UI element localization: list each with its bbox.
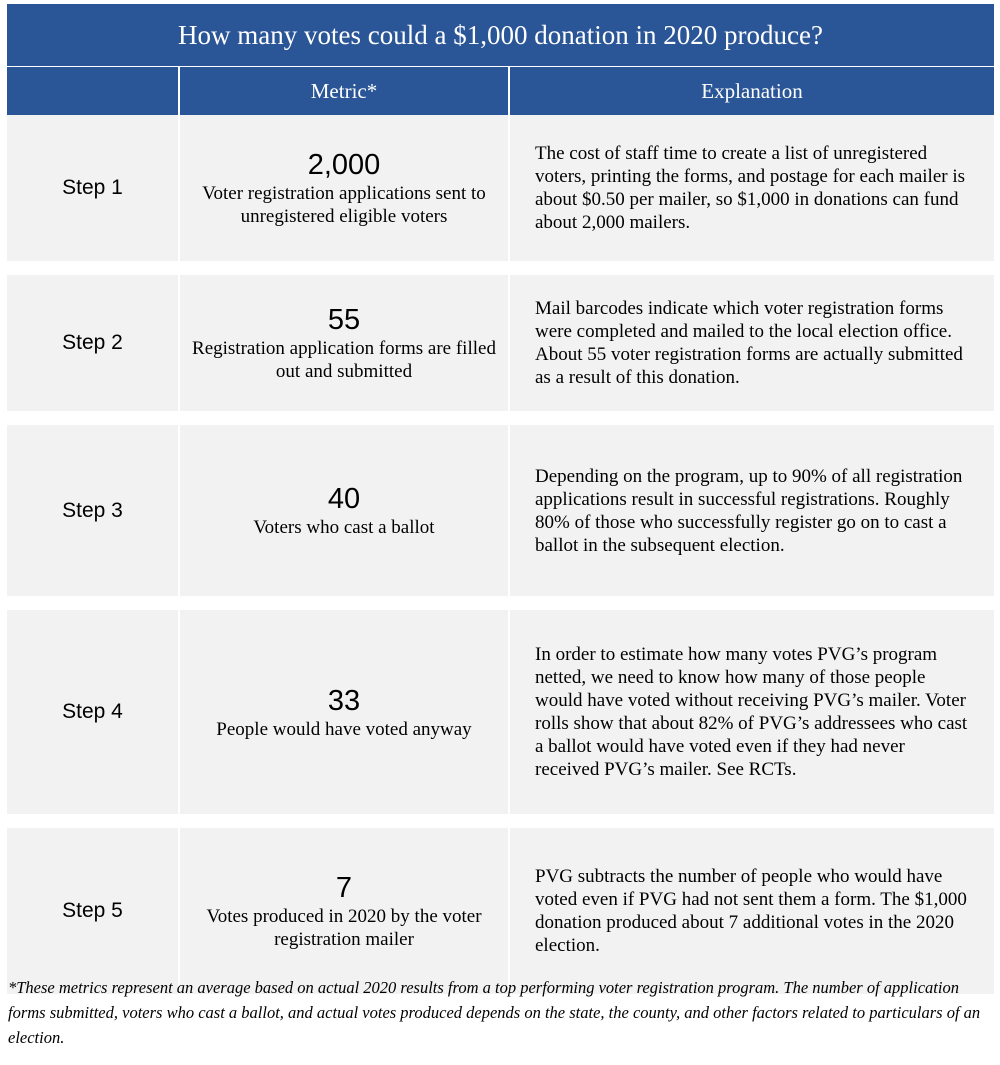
metric-cell [179,425,509,596]
metric-description: Votes produced in 2020 by the voter registration mailer [206,906,482,950]
metric-description: People would have voted anyway [216,718,472,740]
table-row [7,425,994,596]
step-label: Step 5 [7,828,179,994]
footnote: *These metrics represent an average based on actual 2020 results from a top performing voter registration program. The number of application forms submitted, voters who cast a ballot, and actual votes produced depends on the state, the county, and other factors related to particulars of an election. [8,978,981,1047]
row-gap [7,261,994,275]
step-label: Step 2 [7,275,179,411]
metric-number: 2,000 [307,149,381,181]
table-row [7,610,994,814]
metric-cell [179,610,509,814]
header-metric: Metric* [179,67,509,115]
metric-number: 7 [335,872,353,904]
table-title: How many votes could a $1,000 donation in 2020 produce? [7,4,994,67]
step-label: Step 1 [7,115,179,261]
metric-number: 33 [327,684,361,717]
metric-description: Voters who cast a ballot [253,517,435,538]
table-row [7,115,994,261]
metric-description: Voter registration applications sent to unregistered eligible voters [202,183,486,227]
row-gap [7,814,994,828]
votes-table-container [7,4,994,994]
explanation-cell: Mail barcodes indicate which voter registration forms were completed and mailed to the local election office. About 55 voter registration forms are actually submitted as a result of this donation. [509,275,994,411]
explanation-cell: The cost of staff time to create a list of unregistered voters, printing the forms, and postage for each mailer is about $0.50 per mailer, so $1,000 in donations can fund about 2,000 mailers. [509,115,994,261]
votes-table [7,67,994,994]
metric-number: 55 [327,304,361,336]
metric-description: Registration application forms are filled out and submitted [192,338,496,382]
row-gap [7,596,994,610]
row-gap [7,411,994,425]
metric-cell [179,115,509,261]
metric-cell [179,828,509,994]
header-step [7,67,179,115]
header-row [7,67,994,115]
step-label: Step 4 [7,610,179,814]
explanation-cell: In order to estimate how many votes PVG’s program netted, we need to know how many of those people would have voted without receiving PVG’s mailer. Voter rolls show that about 82% of PVG’s addressees who cast a ballot would have voted even if they had never received PVG’s mailer. See RCTs. [509,610,994,814]
header-explanation: Explanation [509,67,994,115]
explanation-cell: PVG subtracts the number of people who would have voted even if PVG had not sent them a form. The $1,000 donation produced about 7 additional votes in the 2020 election. [509,828,994,994]
table-row [7,828,994,994]
metric-number: 40 [327,483,361,515]
explanation-cell: Depending on the program, up to 90% of all registration applications result in successful registrations. Roughly 80% of those who successfully register go on to cast a ballot in the subsequent election. [509,425,994,596]
metric-cell [179,275,509,411]
table-row [7,275,994,411]
step-label: Step 3 [7,425,179,596]
